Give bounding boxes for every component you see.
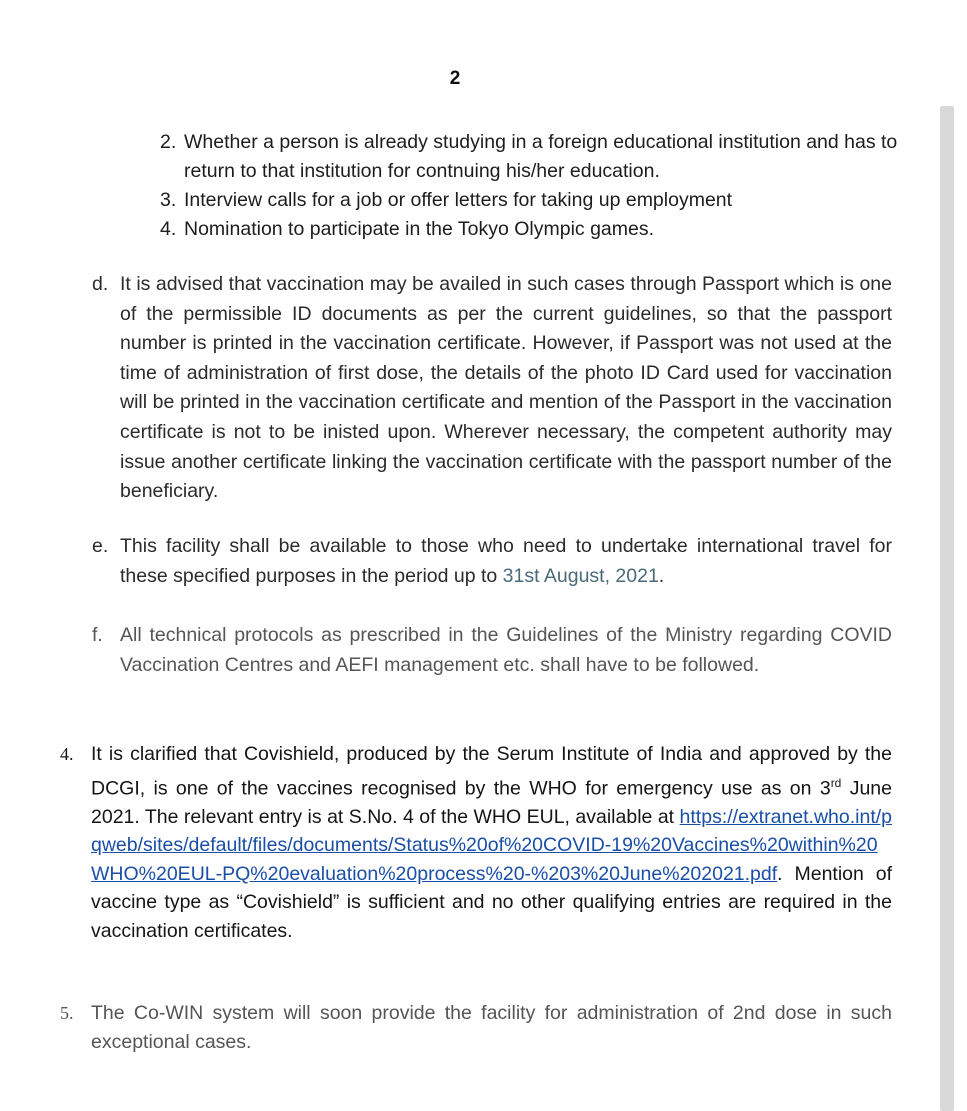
list-item [160,128,900,186]
scrollbar[interactable] [940,106,954,1111]
purpose-sub-list [160,128,900,244]
list-item [160,186,900,215]
paragraph-4-text-mid: June 2021. The relevant entry is at S.No. 4 of the WHO EUL, available at [91,777,892,828]
paragraph-e-mark: e. [92,535,109,557]
paragraph-e [92,532,892,591]
paragraph-5 [60,999,892,1056]
paragraph-f-mark: f. [92,624,103,646]
paragraph-4-text [91,740,892,946]
paragraph-d [92,270,892,507]
paragraph-f-text: All technical protocols as prescribed in the Guidelines of the Ministry regarding COVID Vaccination Centres and AEFI management etc. shall have to be followed. [120,624,892,676]
paragraph-5-mark: 5. [60,1003,74,1023]
paragraph-4-text-end: . Mention of vaccine type as “Covishield” is sufficient and no other qualifying entries are required in the vaccination certificates. [91,862,892,943]
list-item-text: Whether a person is already studying in a foreign educational institution and has to return to that institution for contnuing his/her education. [184,131,898,182]
paragraph-d-mark: d. [92,273,109,295]
list-item [160,215,900,244]
paragraph-f [92,621,892,680]
list-item-text: Interview calls for a job or offer letters for taking up employment [184,189,733,211]
list-item-number: 3. [160,189,177,211]
paragraph-4-mark: 4. [60,744,74,764]
paragraph-4-text-start: It is clarified that Covishield, produced by the Serum Institute of India and approved by the DCGI, is one of the vaccines recognised by the WHO for emergency use as on 3 [91,743,892,800]
list-item-number: 4. [160,218,177,240]
list-item-text: Nomination to participate in the Tokyo Olympic games. [184,218,655,240]
deadline-date: 31st August, 2021 [502,564,659,587]
list-item-number: 2. [160,131,177,153]
superscript: rd [830,775,842,790]
paragraph-e-text [120,532,892,591]
page-number: 2 [449,68,461,89]
paragraph-5-text: The Co-WIN system will soon provide the facility for administration of 2nd dose in such exceptional cases. [91,1002,892,1053]
who-eul-link[interactable]: https://extranet.who.int/pqweb/sites/default/files/documents/Status%20of%20COVID-19%20Vaccines%20within%20WHO%20EUL-PQ%20evaluation%20process%20-%203%20June%202021.pdf [91,805,892,885]
paragraph-d-text: It is advised that vaccination may be availed in such cases through Passport which is one of the permissible ID documents as per the current guidelines, so that the passport number is printed in the vaccination certificate. However, if Passport was not used at the time of administration of first dose, the details of the photo ID Card used for vaccination will be printed in the vaccination certificate and mention of the Passport in the vaccination certificate is not to be inisted upon. Wherever necessary, the competent authority may issue another certificate linking the vaccination certificate with the passport number of the beneficiary. [120,273,892,503]
paragraph-e-text-end: . [658,564,665,587]
paragraph-4 [60,740,892,946]
paragraph-e-text-start: This facility shall be available to those who need to undertake international travel for these specified purposes in the period up to [120,535,892,587]
